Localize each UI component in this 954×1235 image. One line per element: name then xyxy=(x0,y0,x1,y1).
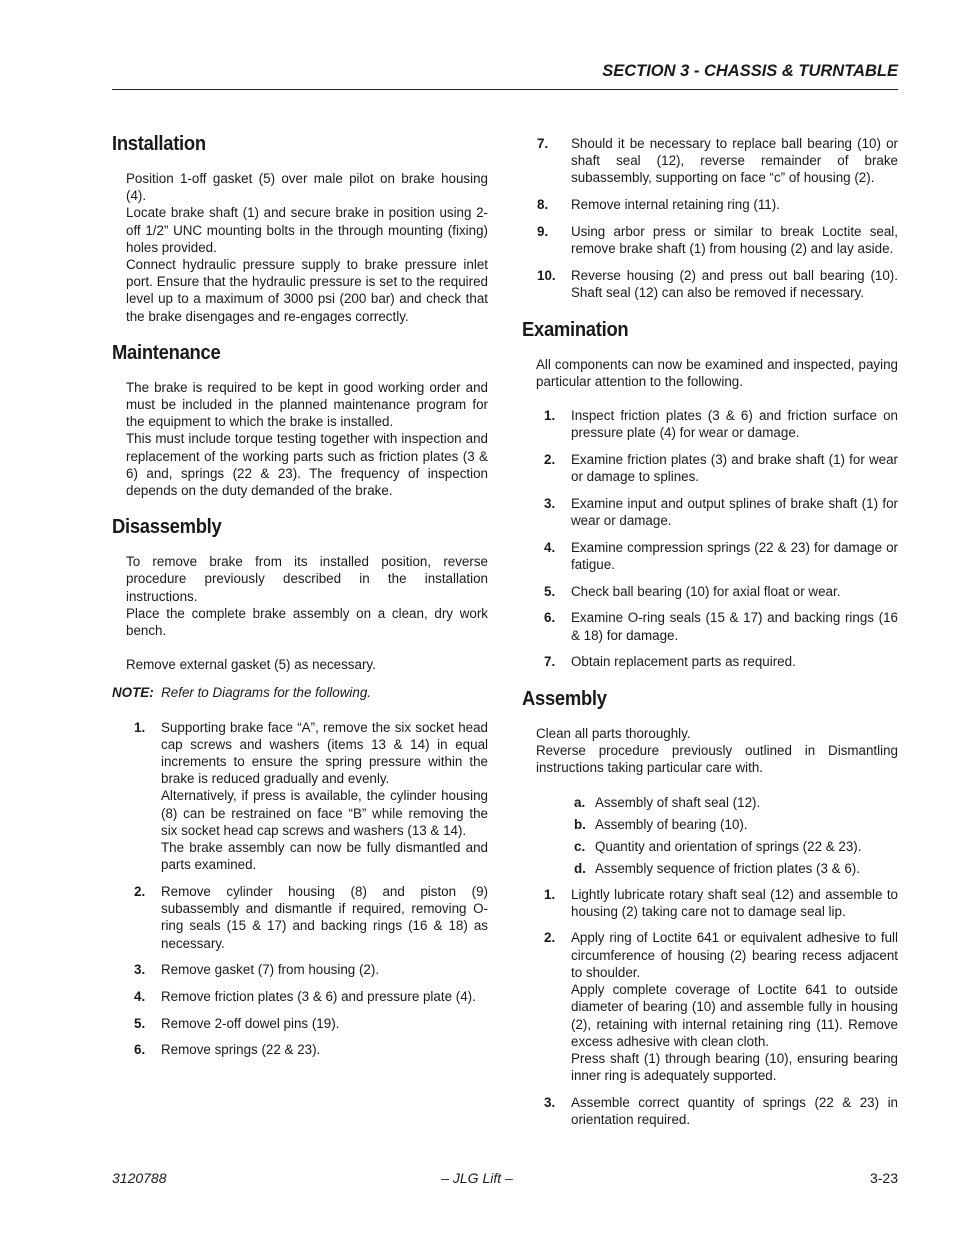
examination-heading: Examination xyxy=(522,318,629,341)
step-number: 5. xyxy=(544,583,556,599)
assembly-care-list xyxy=(522,794,898,877)
assembly-paragraph: Reverse procedure previously outlined in Dismantling instructions taking particular care with. xyxy=(536,743,898,776)
list-item xyxy=(112,988,488,1005)
list-item xyxy=(522,495,898,529)
assembly-steps xyxy=(522,886,898,1129)
examination-steps xyxy=(522,407,898,670)
installation-paragraph: Locate brake shaft (1) and secure brake in position using 2-off 1/2” UNC mounting bolts in the through mounting (fixing) holes provided. xyxy=(126,205,488,255)
list-item xyxy=(112,961,488,978)
step-text: Remove springs (22 & 23). xyxy=(161,1042,321,1058)
step-text: Examine O-ring seals (15 & 17) and backing rings (16 & 18) for damage. xyxy=(571,610,898,643)
step-number: 8. xyxy=(537,197,549,213)
disassembly-steps-continued xyxy=(522,135,898,301)
publisher: – JLG Lift – xyxy=(441,1170,513,1186)
list-item xyxy=(522,1094,898,1128)
item-text: Assembly sequence of friction plates (3 & 6). xyxy=(595,860,860,876)
assembly-heading: Assembly xyxy=(522,687,607,710)
disassembly-paragraph: Remove external gasket (5) as necessary. xyxy=(126,657,376,673)
list-item xyxy=(522,838,898,855)
step-number: 3. xyxy=(544,1094,556,1110)
step-text: Inspect friction plates (3 & 6) and friction surface on pressure plate (4) for wear or damage. xyxy=(571,408,898,441)
step-number: 3. xyxy=(134,962,146,978)
step-number: 10. xyxy=(537,267,556,283)
note xyxy=(112,684,488,701)
disassembly-paragraph: Place the complete brake assembly on a clean, dry work bench. xyxy=(126,605,488,639)
step-number: 2. xyxy=(134,884,146,899)
disassembly-steps xyxy=(112,719,488,1059)
list-item xyxy=(522,407,898,441)
step-number: 6. xyxy=(544,610,556,626)
installation-paragraph: Position 1-off gasket (5) over male pilot on brake housing (4). xyxy=(126,171,488,204)
list-item xyxy=(522,451,898,485)
list-item xyxy=(112,883,488,952)
note-text: Refer to Diagrams for the following. xyxy=(161,685,371,701)
list-item xyxy=(112,719,488,874)
installation-paragraph: Connect hydraulic pressure supply to brake pressure inlet port. Ensure that the hydraulic pressure is set to the required level up to a maximum of 3000 psi (200 bar) and check that the brake disengages and re-engages correctly. xyxy=(126,257,488,324)
item-letter: c. xyxy=(574,838,586,854)
item-letter: d. xyxy=(574,860,586,876)
step-text: Remove internal retaining ring (11). xyxy=(571,197,780,213)
section-header: SECTION 3 - CHASSIS & TURNTABLE xyxy=(602,62,898,80)
list-item xyxy=(522,539,898,573)
installation-heading: Installation xyxy=(112,133,206,155)
step-text: Apply complete coverage of Loctite 641 to outside diameter of bearing (10) and assemble fully in housing (2), retaining with internal retaining ring (11). Remove excess adhesive with clean cloth. xyxy=(571,982,898,1049)
step-text: Remove 2-off dowel pins (19). xyxy=(161,1015,340,1031)
list-item xyxy=(522,196,898,213)
step-text: Press shaft (1) through bearing (10), ensuring bearing inner ring is adequately supported. xyxy=(571,1050,898,1084)
list-item xyxy=(522,860,898,877)
step-number: 7. xyxy=(544,654,556,670)
list-item xyxy=(522,583,898,600)
step-text: Assemble correct quantity of springs (22 & 23) in orientation required. xyxy=(571,1094,898,1128)
doc-number: 3120788 xyxy=(112,1170,167,1186)
examination-intro: All components can now be examined and inspected, paying particular attention to the following. xyxy=(536,356,898,389)
list-item xyxy=(112,1041,488,1058)
list-item xyxy=(522,929,898,1084)
step-text: Examine compression springs (22 & 23) for damage or fatigue. xyxy=(571,539,898,572)
step-number: 9. xyxy=(537,223,549,239)
step-text: Remove friction plates (3 & 6) and pressure plate (4). xyxy=(161,989,476,1005)
page-number: 3-23 xyxy=(869,1170,898,1186)
step-text: Check ball bearing (10) for axial float or wear. xyxy=(571,583,841,599)
disassembly-paragraph: To remove brake from its installed position, reverse procedure previously described in the installation instructions. xyxy=(126,554,488,604)
step-text: Alternatively, if press is available, the cylinder housing (8) can be restrained on face “B” while removing the six socket head cap screws and washers (13 & 14). xyxy=(161,788,488,838)
list-item xyxy=(522,223,898,257)
step-text: Should it be necessary to replace ball bearing (10) or shaft seal (12), reverse remainder of brake subassembly, supporting on face “c” of housing (2). xyxy=(571,136,898,186)
assembly-paragraph: Clean all parts thoroughly. xyxy=(536,725,691,741)
list-item xyxy=(522,135,898,187)
item-letter: b. xyxy=(574,816,586,832)
step-text: Lightly lubricate rotary shaft seal (12) and assemble to housing (2) taking care not to damage seal lip. xyxy=(571,886,898,919)
step-number: 1. xyxy=(134,719,146,735)
right-column xyxy=(522,135,898,1138)
step-text: Obtain replacement parts as required. xyxy=(571,654,796,670)
step-text: Supporting brake face “A”, remove the six socket head cap screws and washers (items 13 & 14) in equal increments to ensure the spring pressure within the brake is reduced gradually and evenly. xyxy=(161,719,488,787)
step-text: Examine input and output splines of brake shaft (1) for wear or damage. xyxy=(571,495,898,529)
step-number: 5. xyxy=(134,1015,146,1031)
list-item xyxy=(522,653,898,670)
step-number: 2. xyxy=(544,451,556,467)
list-item xyxy=(522,609,898,643)
step-number: 7. xyxy=(537,136,549,151)
item-text: Assembly of bearing (10). xyxy=(595,816,748,832)
item-text: Quantity and orientation of springs (22 & 23). xyxy=(595,838,862,854)
maintenance-paragraph: The brake is required to be kept in good working order and must be included in the planned maintenance program for the equipment to which the brake is installed. xyxy=(126,379,488,430)
list-item xyxy=(522,794,898,811)
list-item xyxy=(522,267,898,301)
step-number: 4. xyxy=(134,989,146,1005)
step-text: Reverse housing (2) and press out ball bearing (10). Shaft seal (12) can also be removed if necessary. xyxy=(571,267,898,300)
step-number: 4. xyxy=(544,539,556,555)
step-text: Using arbor press or similar to break Loctite seal, remove brake shaft (1) from housing (2) and lay aside. xyxy=(571,223,898,257)
item-text: Assembly of shaft seal (12). xyxy=(595,794,761,810)
maintenance-paragraph: This must include torque testing together with inspection and replacement of the working parts such as friction plates (3 & 6) and, springs (22 & 23). The frequency of inspection depends on the duty demanded of the brake. xyxy=(126,431,488,499)
left-column xyxy=(112,130,488,1068)
step-number: 1. xyxy=(544,886,556,902)
step-number: 3. xyxy=(544,495,556,511)
disassembly-heading: Disassembly xyxy=(112,516,222,539)
note-label: NOTE: xyxy=(112,685,154,701)
list-item xyxy=(112,1015,488,1032)
step-number: 2. xyxy=(544,930,556,946)
step-text: Remove cylinder housing (8) and piston (9) subassembly and dismantle if required, removing O-ring seals (15 & 17) and backing rings (16 & 18) as necessary. xyxy=(161,884,488,951)
step-number: 6. xyxy=(134,1042,146,1058)
list-item xyxy=(522,886,898,920)
step-text: The brake assembly can now be fully dismantled and parts examined. xyxy=(161,840,488,873)
step-text: Examine friction plates (3) and brake shaft (1) for wear or damage to splines. xyxy=(571,451,898,485)
header-rule xyxy=(112,89,898,90)
item-letter: a. xyxy=(574,794,586,810)
maintenance-heading: Maintenance xyxy=(112,341,221,364)
step-text: Remove gasket (7) from housing (2). xyxy=(161,962,380,978)
step-number: 1. xyxy=(544,408,556,424)
step-text: Apply ring of Loctite 641 or equivalent adhesive to full circumference of housing (2) bearing recess adjacent to shoulder. xyxy=(571,930,898,980)
list-item xyxy=(522,816,898,833)
